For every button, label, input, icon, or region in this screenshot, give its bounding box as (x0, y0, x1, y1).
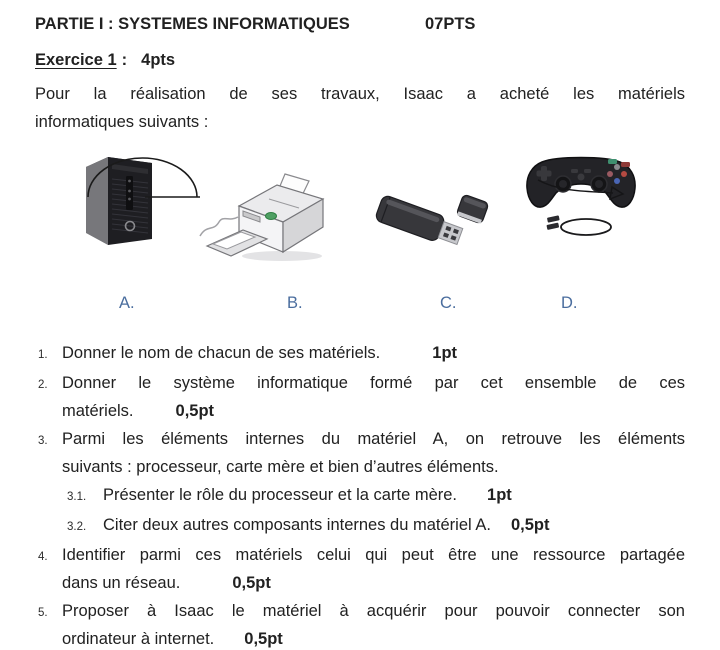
question-item-3-2 (35, 511, 685, 541)
figure-device-c (374, 186, 498, 266)
points-badge: 0,5pt (244, 630, 283, 648)
question-text: Proposer à Isaac le matériel à acquérir pour pouvoir connecter son ordinateur à internet. 0,5pt (62, 602, 685, 648)
question-item-5 (35, 597, 685, 650)
figure-device-d (522, 150, 642, 245)
figure-device-b (197, 172, 337, 264)
figure-label-b: B. (287, 294, 303, 312)
question-number: 2. (38, 379, 48, 391)
question-number: 5. (38, 607, 48, 619)
question-text: Identifier parmi ces matériels celui qui peut être une ressource partagée dans un réseau. 0,5pt (62, 546, 685, 592)
question-number: 3. (38, 435, 48, 447)
usb-cap (456, 194, 489, 224)
usb-cable (561, 219, 611, 235)
question-item-3 (35, 425, 685, 481)
figure-label-a: A. (119, 294, 135, 312)
usb-flash-drive-icon (374, 186, 498, 266)
points-badge: 1pt (432, 344, 458, 362)
question-item-3-1 (35, 481, 685, 511)
printer-cable (200, 217, 238, 236)
printer-icon (197, 172, 337, 264)
points-badge: 0,5pt (175, 402, 215, 420)
question-text: Donner le système informatique formé par cet ensemble de ces matériels. 0,5pt (62, 374, 685, 420)
header-row (35, 10, 685, 38)
question-text: Présenter le rôle du processeur et la carte mère. 1pt (103, 486, 512, 504)
question-number: 3.2. (67, 521, 87, 533)
desktop-tower-icon (72, 147, 212, 252)
question-number: 3.1. (67, 491, 87, 503)
question-number: 1. (38, 349, 48, 361)
part-title: PARTIE I : SYSTEMES INFORMATIQUES (35, 15, 350, 33)
points-badge: 0,5pt (510, 516, 550, 534)
intro-paragraph (35, 80, 685, 136)
question-text: Citer deux autres composants internes du matériel A. 0,5pt (103, 516, 550, 534)
question-text: Parmi les éléments internes du matériel A, on retrouve les éléments suivants : processeur, carte mère et bien d’autres éléments. (62, 430, 685, 476)
question-text: Donner le nom de chacun de ses matériels. 1pt (62, 344, 458, 362)
exercise-row (35, 46, 685, 74)
intro-line-1: Pour la réalisation de ses travaux, Isaac a acheté les matériels (35, 85, 685, 103)
question-item-4 (35, 541, 685, 597)
exercise-separator: : (121, 51, 128, 69)
figure-label-c: C. (440, 294, 457, 312)
exercise-title: Exercice 1 (35, 51, 117, 69)
figure-label-d: D. (561, 294, 578, 312)
points-badge: 1pt (487, 486, 512, 504)
figure-device-a (72, 147, 212, 252)
question-item-1 (35, 339, 685, 369)
question-number: 4. (38, 551, 48, 563)
question-list (35, 339, 685, 650)
question-item-2 (35, 369, 685, 425)
intro-line-2: informatiques suivants : (35, 113, 209, 131)
part-points: 07PTS (425, 15, 476, 33)
points-badge: 0,5pt (232, 574, 271, 592)
exercise-points: 4pts (141, 51, 176, 69)
game-controller-icon (522, 150, 642, 245)
